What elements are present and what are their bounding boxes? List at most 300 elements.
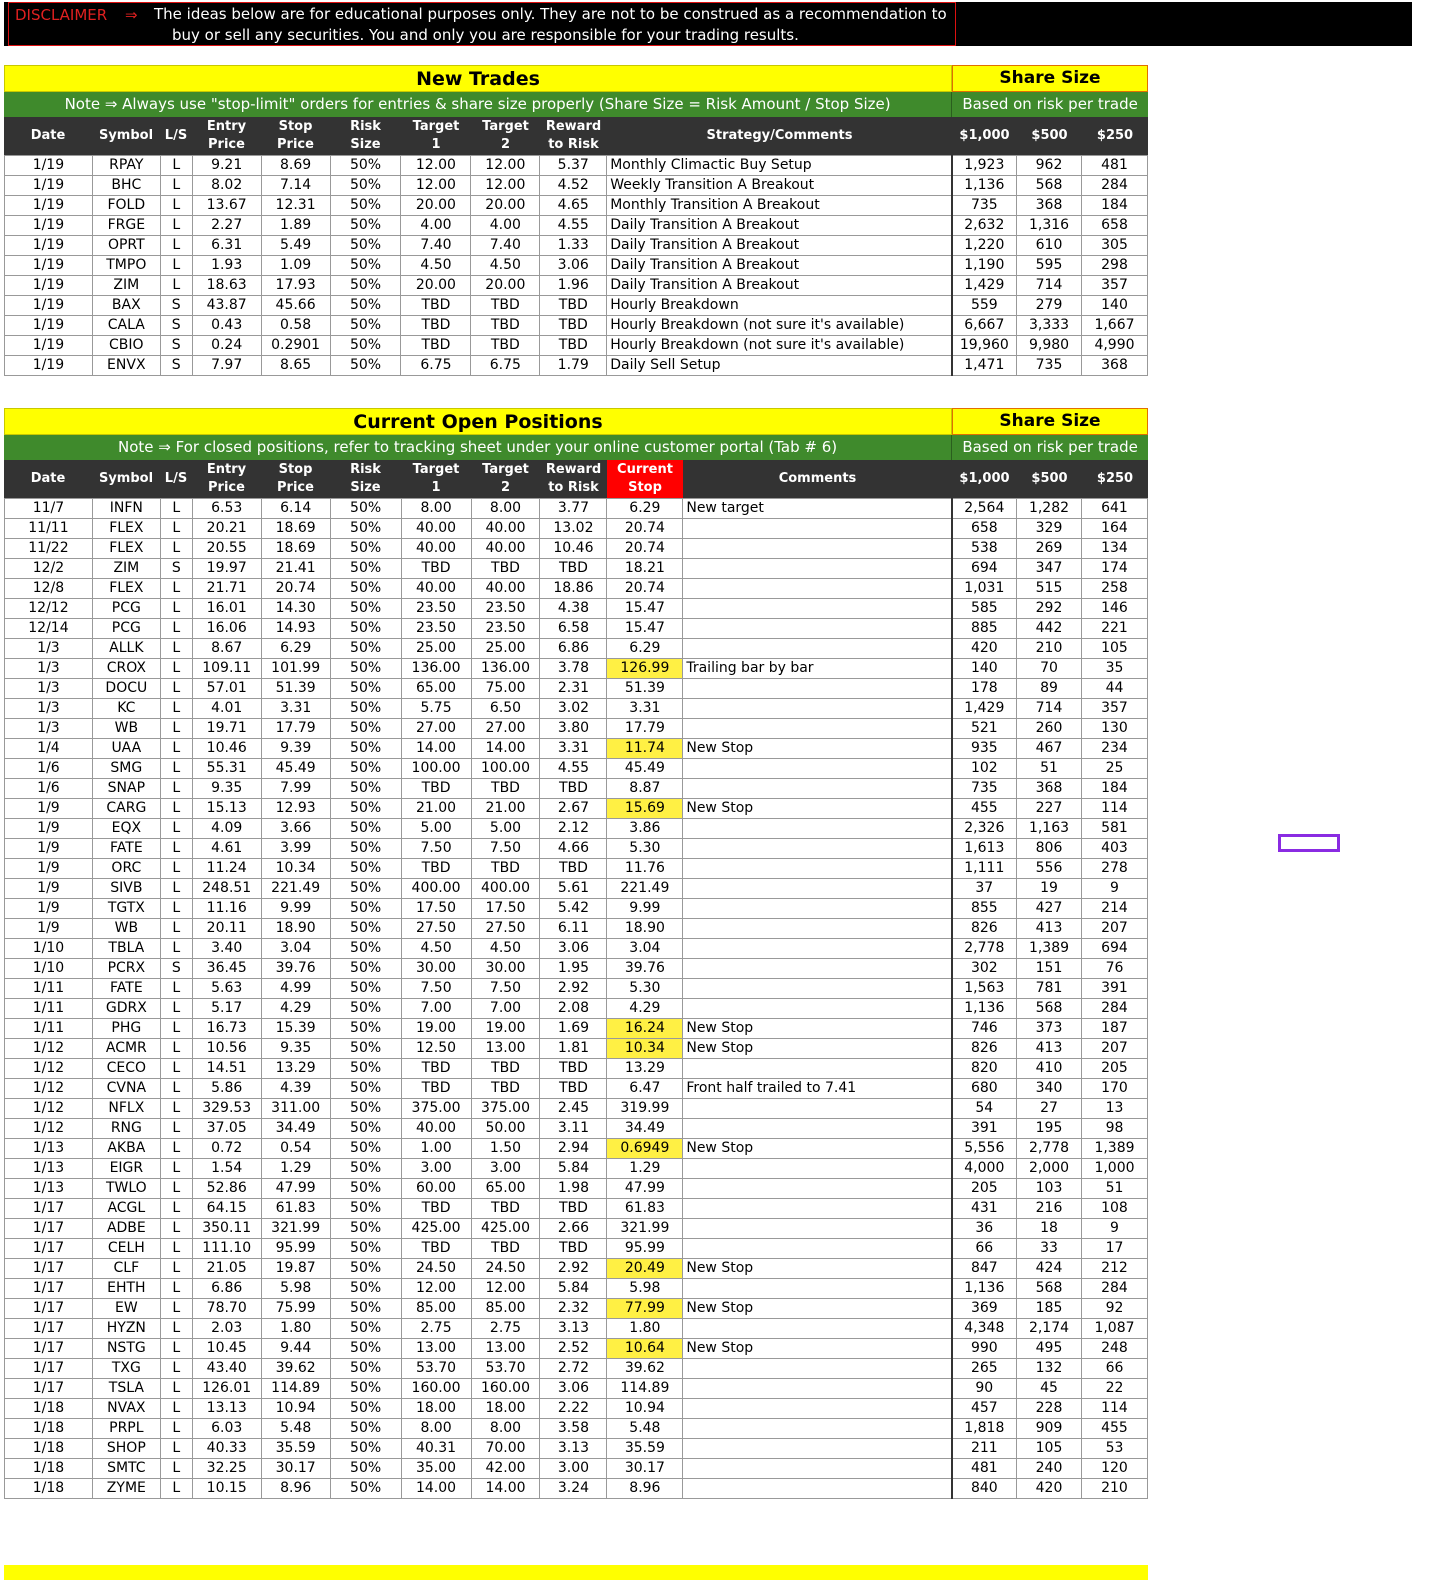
size-1000-cell: 658 — [952, 519, 1017, 539]
size-500-cell: 368 — [1017, 196, 1082, 216]
size-500-cell: 9,980 — [1017, 336, 1082, 356]
stop-price-cell: 3.99 — [261, 839, 330, 859]
entry-price-cell: 14.51 — [192, 1059, 261, 1079]
stop-price-cell: 14.93 — [261, 619, 330, 639]
header-stop-l2: Price — [277, 480, 314, 495]
comment-cell: New Stop — [683, 1019, 952, 1039]
target1-cell: 18.00 — [401, 1399, 471, 1419]
risk-size-cell: 50% — [330, 659, 401, 679]
target1-cell: 65.00 — [401, 679, 471, 699]
risk-size-cell: 50% — [330, 1459, 401, 1479]
header-t1-l2: 1 — [431, 137, 441, 152]
stop-price-cell: 61.83 — [261, 1199, 330, 1219]
target1-cell: 12.00 — [401, 1279, 471, 1299]
current-stop-cell: 319.99 — [607, 1099, 683, 1119]
size-250-cell: 184 — [1081, 779, 1147, 799]
header-stop-price — [261, 117, 330, 155]
stop-price-cell: 4.29 — [261, 999, 330, 1019]
size-250-cell: 207 — [1081, 1039, 1147, 1059]
size-250-cell: 146 — [1081, 599, 1147, 619]
size-1000-cell: 847 — [952, 1259, 1017, 1279]
date-cell: 11/7 — [5, 499, 93, 519]
entry-price-cell: 9.21 — [192, 156, 261, 176]
open-positions-table — [4, 498, 1148, 1499]
date-cell: 1/3 — [5, 679, 93, 699]
date-cell: 1/9 — [5, 839, 93, 859]
target2-cell: 85.00 — [471, 1299, 540, 1319]
stop-price-cell: 3.66 — [261, 819, 330, 839]
comment-cell — [683, 1439, 952, 1459]
table-row — [5, 1439, 1148, 1459]
symbol-cell: ZYME — [92, 1479, 160, 1499]
size-250-cell: 170 — [1081, 1079, 1147, 1099]
size-250-cell: 298 — [1081, 256, 1147, 276]
new-trades-header-row — [4, 117, 1148, 155]
target1-cell: 3.00 — [401, 1159, 471, 1179]
comment-cell — [683, 699, 952, 719]
target1-cell: 19.00 — [401, 1019, 471, 1039]
size-250-cell: 658 — [1081, 216, 1147, 236]
table-row — [5, 1019, 1148, 1039]
target2-cell: 1.50 — [471, 1139, 540, 1159]
symbol-cell: ADBE — [92, 1219, 160, 1239]
size-1000-cell: 205 — [952, 1179, 1017, 1199]
target2-cell: 23.50 — [471, 599, 540, 619]
selection-outline[interactable] — [1278, 834, 1340, 852]
symbol-cell: SNAP — [92, 779, 160, 799]
symbol-cell: PCG — [92, 599, 160, 619]
target2-cell: TBD — [471, 316, 540, 336]
entry-price-cell: 350.11 — [192, 1219, 261, 1239]
reward-to-risk-cell: 2.94 — [540, 1139, 607, 1159]
date-cell: 1/11 — [5, 979, 93, 999]
size-250-cell: 25 — [1081, 759, 1147, 779]
ls-cell: L — [160, 839, 192, 859]
comment-cell: New Stop — [683, 1299, 952, 1319]
target1-cell: 5.00 — [401, 819, 471, 839]
ls-cell: L — [160, 599, 192, 619]
target1-cell: TBD — [401, 779, 471, 799]
target1-cell: 4.00 — [401, 216, 471, 236]
table-row — [5, 1099, 1148, 1119]
reward-to-risk-cell: 2.32 — [540, 1299, 607, 1319]
comment-cell — [683, 899, 952, 919]
entry-price-cell: 11.16 — [192, 899, 261, 919]
size-250-cell: 1,087 — [1081, 1319, 1147, 1339]
comment-cell — [683, 1419, 952, 1439]
header-size-1000: $1,000 — [959, 128, 1010, 143]
stop-price-cell: 4.99 — [261, 979, 330, 999]
target1-cell: 40.00 — [401, 1119, 471, 1139]
header-rr-l2: to Risk — [548, 480, 599, 495]
size-500-cell: 185 — [1017, 1299, 1082, 1319]
stop-price-cell: 10.34 — [261, 859, 330, 879]
current-stop-cell: 20.74 — [607, 519, 683, 539]
target2-cell: 136.00 — [471, 659, 540, 679]
header-stop-l2: Price — [277, 137, 314, 152]
strategy-comment-cell: Monthly Transition A Breakout — [607, 196, 952, 216]
size-1000-cell: 538 — [952, 539, 1017, 559]
symbol-cell: EW — [92, 1299, 160, 1319]
stop-price-cell: 9.39 — [261, 739, 330, 759]
table-row — [5, 1279, 1148, 1299]
risk-size-cell: 50% — [330, 356, 401, 376]
current-stop-cell: 0.6949 — [607, 1139, 683, 1159]
entry-price-cell: 43.87 — [192, 296, 261, 316]
symbol-cell: BAX — [92, 296, 160, 316]
size-1000-cell: 1,471 — [952, 356, 1017, 376]
target1-cell: 53.70 — [401, 1359, 471, 1379]
target2-cell: 7.40 — [471, 236, 540, 256]
table-row — [5, 256, 1148, 276]
size-500-cell: 442 — [1017, 619, 1082, 639]
date-cell: 1/3 — [5, 719, 93, 739]
size-500-cell: 292 — [1017, 599, 1082, 619]
risk-size-cell: 50% — [330, 579, 401, 599]
stop-price-cell: 1.09 — [261, 256, 330, 276]
date-cell: 1/13 — [5, 1159, 93, 1179]
size-250-cell: 22 — [1081, 1379, 1147, 1399]
size-500-cell: 269 — [1017, 539, 1082, 559]
size-250-cell: 184 — [1081, 196, 1147, 216]
comment-cell — [683, 1119, 952, 1139]
target2-cell: 8.00 — [471, 499, 540, 519]
reward-to-risk-cell: 2.22 — [540, 1399, 607, 1419]
size-500-cell: 424 — [1017, 1259, 1082, 1279]
disclaimer-text-line2: buy or sell any securities. You and only you are responsible for your trading results. — [172, 26, 799, 44]
reward-to-risk-cell: 2.66 — [540, 1219, 607, 1239]
risk-size-cell: 50% — [330, 599, 401, 619]
target2-cell: 6.75 — [471, 356, 540, 376]
size-250-cell: 205 — [1081, 1059, 1147, 1079]
size-500-cell: 420 — [1017, 1479, 1082, 1499]
open-positions-share-size-title: Share Size — [952, 408, 1148, 435]
size-500-cell: 568 — [1017, 176, 1082, 196]
current-stop-cell: 15.47 — [607, 599, 683, 619]
entry-price-cell: 4.09 — [192, 819, 261, 839]
table-row — [5, 819, 1148, 839]
table-row — [5, 719, 1148, 739]
size-250-cell: 581 — [1081, 819, 1147, 839]
entry-price-cell: 11.24 — [192, 859, 261, 879]
stop-price-cell: 12.31 — [261, 196, 330, 216]
current-stop-cell: 39.76 — [607, 959, 683, 979]
target2-cell: 27.50 — [471, 919, 540, 939]
symbol-cell: TXG — [92, 1359, 160, 1379]
entry-price-cell: 18.63 — [192, 276, 261, 296]
ls-cell: L — [160, 1099, 192, 1119]
reward-to-risk-cell: TBD — [540, 559, 607, 579]
stop-price-cell: 30.17 — [261, 1459, 330, 1479]
target1-cell: 4.50 — [401, 256, 471, 276]
disclaimer-text-line1: The ideas below are for educational purposes only. They are not to be construed as a recommendation to — [154, 5, 947, 23]
ls-cell: L — [160, 1019, 192, 1039]
current-stop-cell: 6.47 — [607, 1079, 683, 1099]
current-stop-cell: 5.30 — [607, 839, 683, 859]
risk-size-cell: 50% — [330, 236, 401, 256]
size-500-cell: 467 — [1017, 739, 1082, 759]
table-row — [5, 1039, 1148, 1059]
size-250-cell: 114 — [1081, 1399, 1147, 1419]
size-500-cell: 103 — [1017, 1179, 1082, 1199]
comment-cell: New Stop — [683, 1039, 952, 1059]
current-stop-cell: 61.83 — [607, 1199, 683, 1219]
size-500-cell: 18 — [1017, 1219, 1082, 1239]
entry-price-cell: 4.01 — [192, 699, 261, 719]
symbol-cell: TWLO — [92, 1179, 160, 1199]
stop-price-cell: 0.54 — [261, 1139, 330, 1159]
target1-cell: 20.00 — [401, 276, 471, 296]
entry-price-cell: 329.53 — [192, 1099, 261, 1119]
risk-size-cell: 50% — [330, 1339, 401, 1359]
ls-cell: L — [160, 1459, 192, 1479]
size-500-cell: 806 — [1017, 839, 1082, 859]
ls-cell: L — [160, 1419, 192, 1439]
size-500-cell: 33 — [1017, 1239, 1082, 1259]
size-500-cell: 279 — [1017, 296, 1082, 316]
table-row — [5, 1399, 1148, 1419]
entry-price-cell: 1.93 — [192, 256, 261, 276]
table-row — [5, 839, 1148, 859]
table-row — [5, 559, 1148, 579]
ls-cell: L — [160, 1319, 192, 1339]
header-t1-l2: 1 — [431, 480, 441, 495]
size-250-cell: 284 — [1081, 176, 1147, 196]
target1-cell: 40.00 — [401, 519, 471, 539]
reward-to-risk-cell: 1.81 — [540, 1039, 607, 1059]
table-row — [5, 1299, 1148, 1319]
table-row — [5, 519, 1148, 539]
risk-size-cell: 50% — [330, 1039, 401, 1059]
target1-cell: 14.00 — [401, 739, 471, 759]
size-1000-cell: 1,031 — [952, 579, 1017, 599]
size-500-cell: 27 — [1017, 1099, 1082, 1119]
entry-price-cell: 20.55 — [192, 539, 261, 559]
risk-size-cell: 50% — [330, 1359, 401, 1379]
table-row — [5, 739, 1148, 759]
size-1000-cell: 746 — [952, 1019, 1017, 1039]
size-500-cell: 329 — [1017, 519, 1082, 539]
date-cell: 1/18 — [5, 1399, 93, 1419]
comment-cell — [683, 1059, 952, 1079]
date-cell: 1/12 — [5, 1039, 93, 1059]
symbol-cell: FATE — [92, 839, 160, 859]
next-section-strip — [4, 1565, 1148, 1580]
reward-to-risk-cell: 5.37 — [540, 156, 607, 176]
reward-to-risk-cell: 3.31 — [540, 739, 607, 759]
current-stop-cell: 30.17 — [607, 1459, 683, 1479]
table-row — [5, 1059, 1148, 1079]
table-row — [5, 939, 1148, 959]
target2-cell: TBD — [471, 296, 540, 316]
size-250-cell: 105 — [1081, 639, 1147, 659]
symbol-cell: EIGR — [92, 1159, 160, 1179]
target2-cell: 19.00 — [471, 1019, 540, 1039]
symbol-cell: TGTX — [92, 899, 160, 919]
reward-to-risk-cell: 3.58 — [540, 1419, 607, 1439]
stop-price-cell: 321.99 — [261, 1219, 330, 1239]
size-1000-cell: 826 — [952, 919, 1017, 939]
comment-cell: New Stop — [683, 799, 952, 819]
entry-price-cell: 16.06 — [192, 619, 261, 639]
new-trades-title: New Trades — [4, 65, 952, 92]
size-500-cell: 781 — [1017, 979, 1082, 999]
stop-price-cell: 8.65 — [261, 356, 330, 376]
size-1000-cell: 178 — [952, 679, 1017, 699]
entry-price-cell: 10.56 — [192, 1039, 261, 1059]
current-stop-cell: 4.29 — [607, 999, 683, 1019]
stop-price-cell: 1.89 — [261, 216, 330, 236]
table-row — [5, 759, 1148, 779]
entry-price-cell: 16.73 — [192, 1019, 261, 1039]
date-cell: 11/22 — [5, 539, 93, 559]
symbol-cell: CLF — [92, 1259, 160, 1279]
risk-size-cell: 50% — [330, 1099, 401, 1119]
target1-cell: 8.00 — [401, 499, 471, 519]
comment-cell — [683, 839, 952, 859]
stop-price-cell: 1.29 — [261, 1159, 330, 1179]
size-1000-cell: 265 — [952, 1359, 1017, 1379]
size-1000-cell: 840 — [952, 1479, 1017, 1499]
risk-size-cell: 50% — [330, 1259, 401, 1279]
target1-cell: 425.00 — [401, 1219, 471, 1239]
comment-cell — [683, 1459, 952, 1479]
comment-cell: New Stop — [683, 739, 952, 759]
target2-cell: TBD — [471, 779, 540, 799]
size-1000-cell: 694 — [952, 559, 1017, 579]
risk-size-cell: 50% — [330, 1059, 401, 1079]
header-reward-to-risk — [540, 460, 607, 498]
size-500-cell: 51 — [1017, 759, 1082, 779]
symbol-cell: NVAX — [92, 1399, 160, 1419]
symbol-cell: ENVX — [92, 356, 160, 376]
size-250-cell: 53 — [1081, 1439, 1147, 1459]
target2-cell: TBD — [471, 1079, 540, 1099]
ls-cell: L — [160, 1159, 192, 1179]
symbol-cell: RPAY — [92, 156, 160, 176]
size-1000-cell: 90 — [952, 1379, 1017, 1399]
stop-price-cell: 8.96 — [261, 1479, 330, 1499]
ls-cell: L — [160, 1139, 192, 1159]
comment-cell — [683, 979, 952, 999]
size-1000-cell: 826 — [952, 1039, 1017, 1059]
entry-price-cell: 8.67 — [192, 639, 261, 659]
size-1000-cell: 102 — [952, 759, 1017, 779]
current-stop-cell: 3.04 — [607, 939, 683, 959]
size-1000-cell: 2,564 — [952, 499, 1017, 519]
comment-cell: New Stop — [683, 1339, 952, 1359]
target2-cell: TBD — [471, 1239, 540, 1259]
symbol-cell: UAA — [92, 739, 160, 759]
size-250-cell: 114 — [1081, 799, 1147, 819]
entry-price-cell: 9.35 — [192, 779, 261, 799]
current-stop-cell: 11.76 — [607, 859, 683, 879]
reward-to-risk-cell: 3.06 — [540, 256, 607, 276]
size-1000-cell: 521 — [952, 719, 1017, 739]
current-stop-cell: 1.29 — [607, 1159, 683, 1179]
date-cell: 1/19 — [5, 196, 93, 216]
table-row — [5, 1079, 1148, 1099]
header-entry-l1: Entry — [206, 119, 247, 134]
risk-size-cell: 50% — [330, 1239, 401, 1259]
header-rr-l1: Reward — [545, 462, 602, 477]
symbol-cell: ORC — [92, 859, 160, 879]
entry-price-cell: 6.86 — [192, 1279, 261, 1299]
table-row — [5, 296, 1148, 316]
target1-cell: 12.00 — [401, 156, 471, 176]
target1-cell: 160.00 — [401, 1379, 471, 1399]
symbol-cell: SMTC — [92, 1459, 160, 1479]
comment-cell — [683, 1239, 952, 1259]
header-ls: L/S — [164, 128, 188, 143]
reward-to-risk-cell: 3.78 — [540, 659, 607, 679]
ls-cell: S — [160, 316, 192, 336]
table-row — [5, 356, 1148, 376]
stop-price-cell: 12.93 — [261, 799, 330, 819]
target1-cell: 100.00 — [401, 759, 471, 779]
risk-size-cell: 50% — [330, 999, 401, 1019]
risk-size-cell: 50% — [330, 899, 401, 919]
stop-price-cell: 0.2901 — [261, 336, 330, 356]
size-500-cell: 413 — [1017, 1039, 1082, 1059]
date-cell: 1/19 — [5, 356, 93, 376]
stop-price-cell: 114.89 — [261, 1379, 330, 1399]
current-stop-cell: 8.87 — [607, 779, 683, 799]
target2-cell: 75.00 — [471, 679, 540, 699]
date-cell: 1/19 — [5, 316, 93, 336]
size-500-cell: 216 — [1017, 1199, 1082, 1219]
table-row — [5, 959, 1148, 979]
target1-cell: TBD — [401, 296, 471, 316]
entry-price-cell: 6.53 — [192, 499, 261, 519]
ls-cell: L — [160, 659, 192, 679]
size-500-cell: 227 — [1017, 799, 1082, 819]
size-500-cell: 568 — [1017, 999, 1082, 1019]
symbol-cell: AKBA — [92, 1139, 160, 1159]
risk-size-cell: 50% — [330, 939, 401, 959]
header-target2 — [471, 460, 540, 498]
header-entry-price — [192, 117, 261, 155]
risk-size-cell: 50% — [330, 819, 401, 839]
header-size-250: $250 — [1096, 128, 1134, 143]
stop-price-cell: 9.99 — [261, 899, 330, 919]
ls-cell: S — [160, 356, 192, 376]
stop-price-cell: 0.58 — [261, 316, 330, 336]
entry-price-cell: 55.31 — [192, 759, 261, 779]
stop-price-cell: 17.93 — [261, 276, 330, 296]
reward-to-risk-cell: TBD — [540, 1199, 607, 1219]
entry-price-cell: 43.40 — [192, 1359, 261, 1379]
ls-cell: L — [160, 236, 192, 256]
risk-size-cell: 50% — [330, 1439, 401, 1459]
symbol-cell: OPRT — [92, 236, 160, 256]
size-1000-cell: 457 — [952, 1399, 1017, 1419]
table-row — [5, 799, 1148, 819]
target1-cell: 20.00 — [401, 196, 471, 216]
target2-cell: 425.00 — [471, 1219, 540, 1239]
target2-cell: 3.00 — [471, 1159, 540, 1179]
size-250-cell: 44 — [1081, 679, 1147, 699]
new-trades-share-size-title: Share Size — [952, 65, 1148, 92]
date-cell: 1/17 — [5, 1319, 93, 1339]
target2-cell: 20.00 — [471, 276, 540, 296]
new-trades-section — [4, 65, 1148, 376]
comment-cell: New Stop — [683, 1139, 952, 1159]
table-row — [5, 196, 1148, 216]
current-stop-cell: 321.99 — [607, 1219, 683, 1239]
size-1000-cell: 1,818 — [952, 1419, 1017, 1439]
date-cell: 1/9 — [5, 879, 93, 899]
